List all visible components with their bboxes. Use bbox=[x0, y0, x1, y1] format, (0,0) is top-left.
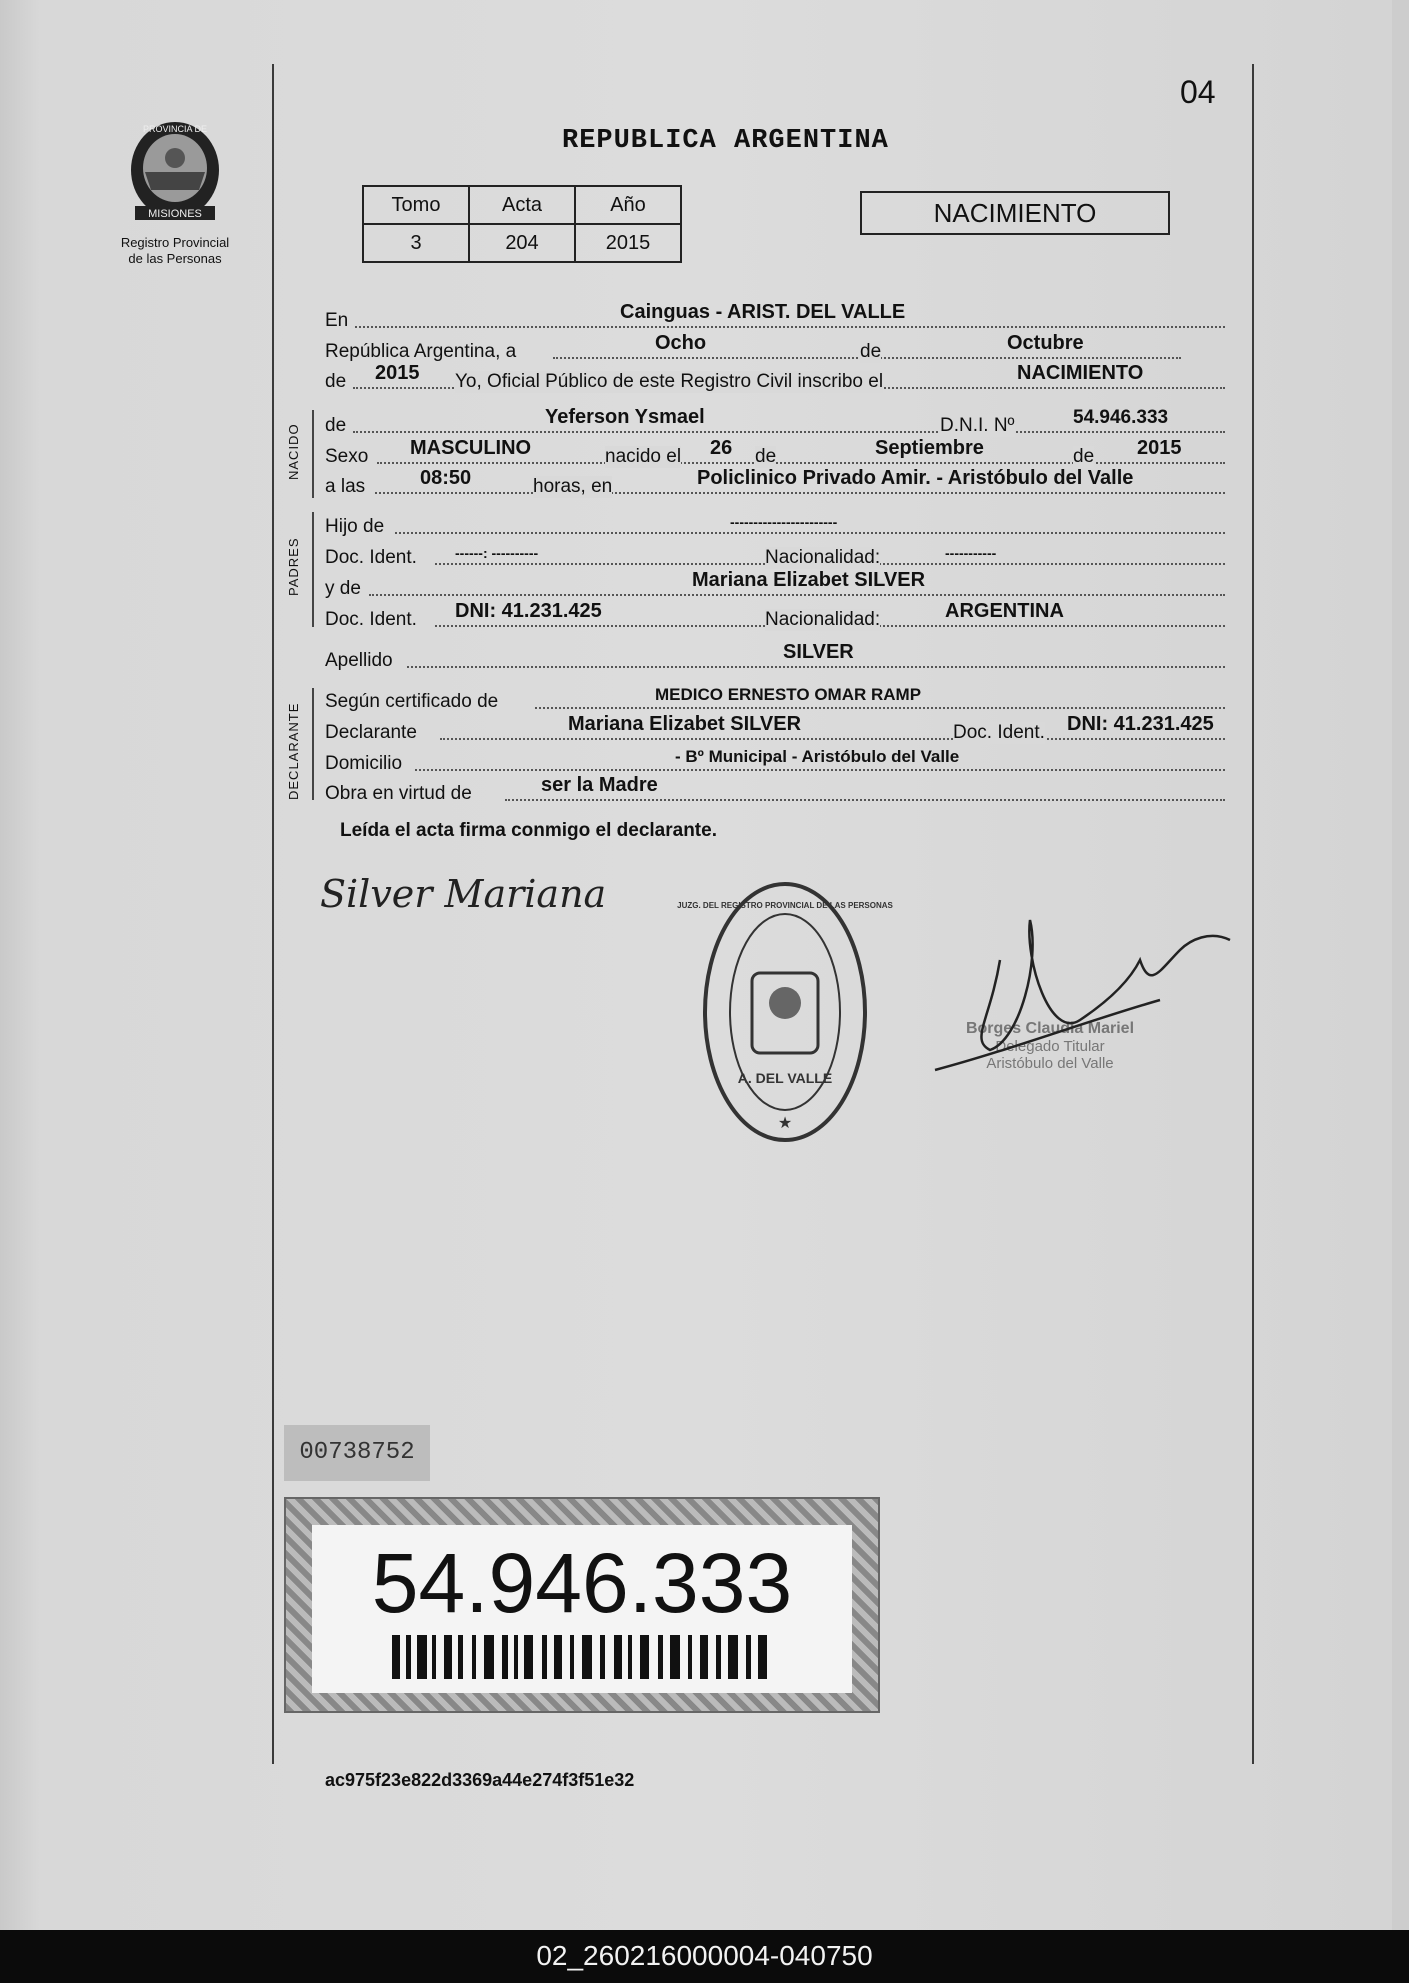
svg-text:A. DEL VALLE: A. DEL VALLE bbox=[737, 1070, 833, 1086]
official-role: Delegado Titular bbox=[995, 1038, 1105, 1055]
register-table bbox=[362, 185, 682, 263]
row-born-time-place: a las 08:50 horas, en Policlinico Privado Amir. - Aristóbulo del Valle bbox=[325, 472, 1225, 498]
header-tomo: Tomo bbox=[363, 186, 469, 224]
record-type-box: NACIMIENTO bbox=[860, 191, 1170, 235]
mother-name: Mariana Elizabet SILVER bbox=[692, 569, 926, 591]
row-place: En Cainguas - ARIST. DEL VALLE bbox=[325, 306, 1225, 332]
right-margin-line bbox=[1252, 64, 1254, 1764]
id-sticker bbox=[284, 1497, 880, 1713]
document-title: REPUBLICA ARGENTINA bbox=[562, 126, 889, 156]
document-hash: ac975f23e822d3369a44e274f3f51e32 bbox=[325, 1770, 635, 1790]
row-father: Hijo de ----------------------- bbox=[325, 512, 1225, 538]
row-declarant: Declarante Mariana Elizabet SILVER Doc. Ident. DNI: 41.231.425 bbox=[325, 718, 1225, 744]
row-father-doc: Doc. Ident. ------: ---------- Nacionalidad: ----------- bbox=[325, 543, 1225, 569]
surname-value: SILVER bbox=[783, 641, 854, 663]
value-acta: 204 bbox=[469, 224, 575, 262]
page-number: 04 bbox=[1180, 74, 1216, 110]
svg-text:MISIONES: MISIONES bbox=[148, 208, 202, 220]
logo-caption: Registro Provincial de las Personas bbox=[120, 235, 230, 266]
closing-statement: Leída el acta firma conmigo el declarante. bbox=[340, 820, 717, 841]
scan-id-bar bbox=[0, 1930, 1409, 1983]
row-address: Domicilio - Bº Municipal - Aristóbulo del Valle bbox=[325, 749, 1225, 775]
official-place: Aristóbulo del Valle bbox=[986, 1055, 1114, 1072]
row-mother-doc: Doc. Ident. DNI: 41.231.425 Nacionalidad: ARGENTINA bbox=[325, 605, 1225, 631]
row-surname: Apellido SILVER bbox=[325, 646, 1225, 672]
scan-id: 02_260216000004-040750 bbox=[536, 1940, 873, 1971]
value-ano: 2015 bbox=[575, 224, 681, 262]
sticker-number: 54.946.333 bbox=[371, 1536, 793, 1630]
value-tomo: 3 bbox=[363, 224, 469, 262]
official-stamp bbox=[677, 878, 893, 1146]
misiones-coat-of-arms-icon bbox=[115, 110, 235, 230]
official-name: Borges Claudia Mariel bbox=[965, 1020, 1135, 1037]
serial-number: 00738752 bbox=[284, 1425, 430, 1481]
section-label-nacido: NACIDO bbox=[286, 423, 301, 480]
header-ano: Año bbox=[575, 186, 681, 224]
section-label-declarante: DECLARANTE bbox=[286, 702, 301, 800]
row-date: República Argentina, a Ocho de Octubre bbox=[325, 337, 1225, 363]
official-signature bbox=[930, 900, 1250, 1080]
svg-text:Silver Mariana: Silver Mariana bbox=[320, 872, 607, 916]
left-margin-line bbox=[272, 64, 274, 1764]
svg-text:PROVINCIA DE: PROVINCIA DE bbox=[142, 124, 208, 134]
section-label-padres: PADRES bbox=[286, 537, 301, 596]
row-born-sex-date: Sexo MASCULINO nacido el 26 de Septiembre de 2015 bbox=[325, 442, 1225, 468]
row-born-name: de Yeferson Ysmael D.N.I. Nº 54.946.333 bbox=[325, 411, 1225, 437]
row-mother: y de Mariana Elizabet SILVER bbox=[325, 574, 1225, 600]
born-dni: 54.946.333 bbox=[1073, 407, 1169, 428]
born-name: Yeferson Ysmael bbox=[545, 406, 705, 428]
row-certificate: Según certificado de MEDICO ERNESTO OMAR RAMP bbox=[325, 687, 1225, 713]
declarant-signature bbox=[310, 855, 680, 935]
barcode-icon bbox=[392, 1635, 772, 1679]
row-year-act: de 2015 Yo, Oficial Público de este Registro Civil inscribo el NACIMIENTO bbox=[325, 367, 1225, 393]
place-value: Cainguas - ARIST. DEL VALLE bbox=[620, 301, 906, 323]
svg-text:★: ★ bbox=[777, 1115, 793, 1132]
header-acta: Acta bbox=[469, 186, 575, 224]
svg-text:JUZG. DEL REGISTRO PROVINCIAL: JUZG. DEL REGISTRO PROVINCIAL DE LAS PERSONAS bbox=[677, 901, 893, 910]
row-by-virtue: Obra en virtud de ser la Madre bbox=[325, 779, 1225, 805]
